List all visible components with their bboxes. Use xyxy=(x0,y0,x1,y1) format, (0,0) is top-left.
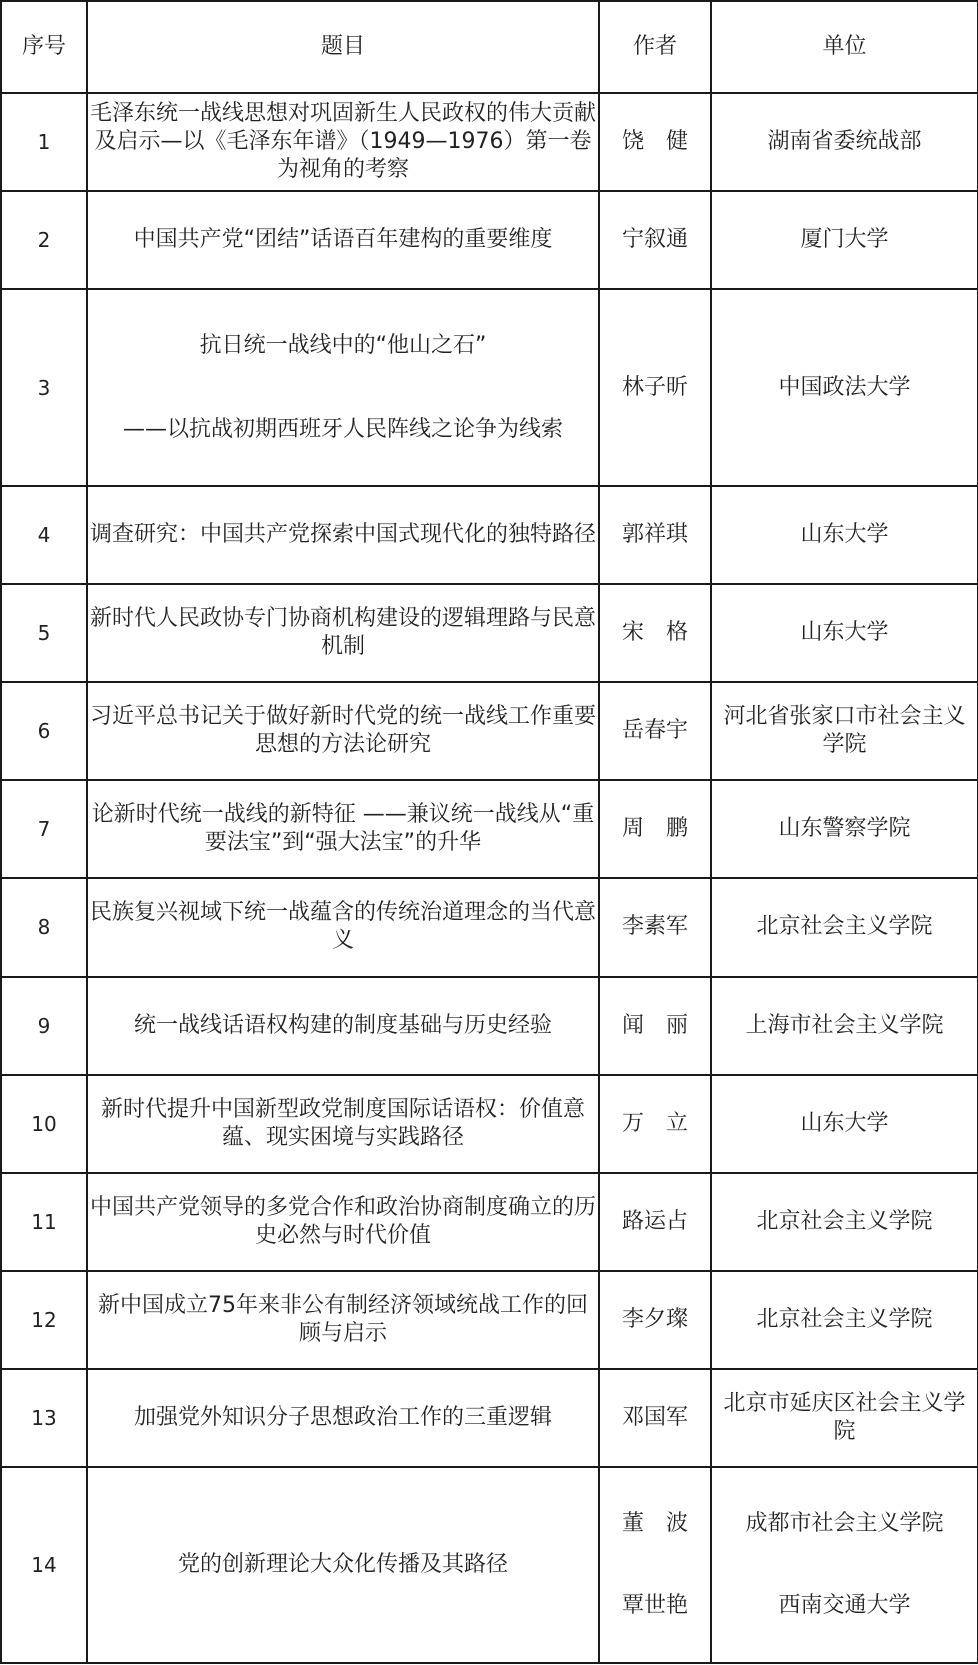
row-title: 中国共产党领导的多党合作和政治协商制度确立的历史必然与时代价值 xyxy=(87,1173,599,1271)
row-number: 13 xyxy=(1,1369,87,1467)
row-number: 11 xyxy=(1,1173,87,1271)
row-author: 路运占 xyxy=(599,1173,711,1271)
row-number: 1 xyxy=(1,93,87,191)
table-row xyxy=(1,584,978,682)
row-author: 万 立 xyxy=(599,1075,711,1173)
row-author: 李素军 xyxy=(599,878,711,976)
table-row xyxy=(1,1467,978,1663)
row-number: 12 xyxy=(1,1271,87,1369)
table-row xyxy=(1,486,978,584)
row-title xyxy=(87,289,599,486)
table-row xyxy=(1,1271,978,1369)
header-unit: 单位 xyxy=(711,1,978,93)
row-title-subtitle: ——以抗战初期西班牙人民阵线之论争为线索 xyxy=(122,416,563,442)
row-title: 习近平总书记关于做好新时代党的统一战线工作重要思想的方法论研究 xyxy=(87,682,599,780)
header-row xyxy=(1,1,978,93)
row-author-second: 覃世艳 xyxy=(621,1592,688,1618)
table-row xyxy=(1,1173,978,1271)
row-author: 周 鹏 xyxy=(599,780,711,878)
row-unit: 河北省张家口市社会主义学院 xyxy=(711,682,978,780)
row-author: 林子昕 xyxy=(599,289,711,486)
table-row xyxy=(1,682,978,780)
row-title: 民族复兴视域下统一战蕴含的传统治道理念的当代意义 xyxy=(87,878,599,976)
row-unit xyxy=(711,1467,978,1663)
table-row xyxy=(1,289,978,486)
row-unit: 山东警察学院 xyxy=(711,780,978,878)
row-number: 9 xyxy=(1,977,87,1075)
row-unit: 北京市延庆区社会主义学院 xyxy=(711,1369,978,1467)
row-author xyxy=(599,1467,711,1663)
row-number: 6 xyxy=(1,682,87,780)
table-row xyxy=(1,780,978,878)
row-author-first: 董 波 xyxy=(621,1510,688,1536)
row-unit: 山东大学 xyxy=(711,1075,978,1173)
row-unit-second: 西南交通大学 xyxy=(778,1592,911,1618)
header-no: 序号 xyxy=(1,1,87,93)
row-unit-first: 成都市社会主义学院 xyxy=(745,1510,944,1536)
row-title: 加强党外知识分子思想政治工作的三重逻辑 xyxy=(87,1369,599,1467)
header-author: 作者 xyxy=(599,1,711,93)
row-unit: 北京社会主义学院 xyxy=(711,1271,978,1369)
row-unit: 湖南省委统战部 xyxy=(711,93,978,191)
row-author: 宁叙通 xyxy=(599,191,711,289)
row-author: 邓国军 xyxy=(599,1369,711,1467)
header-title: 题目 xyxy=(87,1,599,93)
row-title: 新时代提升中国新型政党制度国际话语权：价值意蕴、现实困境与实践路径 xyxy=(87,1075,599,1173)
row-unit: 厦门大学 xyxy=(711,191,978,289)
table-row xyxy=(1,93,978,191)
row-author: 闻 丽 xyxy=(599,977,711,1075)
row-title: 新中国成立75年来非公有制经济领域统战工作的回顾与启示 xyxy=(87,1271,599,1369)
row-title: 中国共产党“团结”话语百年建构的重要维度 xyxy=(87,191,599,289)
row-unit: 北京社会主义学院 xyxy=(711,878,978,976)
row-unit: 山东大学 xyxy=(711,486,978,584)
row-title: 毛泽东统一战线思想对巩固新生人民政权的伟大贡献及启示—以《毛泽东年谱》（1949—1976）第一卷为视角的考察 xyxy=(87,93,599,191)
row-number: 2 xyxy=(1,191,87,289)
table-row xyxy=(1,878,978,976)
row-number: 4 xyxy=(1,486,87,584)
row-unit: 上海市社会主义学院 xyxy=(711,977,978,1075)
row-number: 5 xyxy=(1,584,87,682)
table-row xyxy=(1,977,978,1075)
row-author: 郭祥琪 xyxy=(599,486,711,584)
row-number: 14 xyxy=(1,1467,87,1663)
row-number: 7 xyxy=(1,780,87,878)
row-unit: 山东大学 xyxy=(711,584,978,682)
row-number: 8 xyxy=(1,878,87,976)
row-author: 饶 健 xyxy=(599,93,711,191)
row-author: 宋 格 xyxy=(599,584,711,682)
row-title: 党的创新理论大众化传播及其路径 xyxy=(87,1467,599,1663)
row-title: 调查研究：中国共产党探索中国式现代化的独特路径 xyxy=(87,486,599,584)
table-row xyxy=(1,1075,978,1173)
row-title: 统一战线话语权构建的制度基础与历史经验 xyxy=(87,977,599,1075)
row-unit: 北京社会主义学院 xyxy=(711,1173,978,1271)
row-title: 论新时代统一战线的新特征 ——兼议统一战线从“重要法宝”到“强大法宝”的升华 xyxy=(87,780,599,878)
row-title: 新时代人民政协专门协商机构建设的逻辑理路与民意机制 xyxy=(87,584,599,682)
row-author: 岳春宇 xyxy=(599,682,711,780)
row-number: 10 xyxy=(1,1075,87,1173)
table-row xyxy=(1,191,978,289)
row-unit: 中国政法大学 xyxy=(711,289,978,486)
row-number: 3 xyxy=(1,289,87,486)
row-author: 李夕璨 xyxy=(599,1271,711,1369)
row-title-main: 抗日统一战线中的“他山之石” xyxy=(199,332,487,358)
table-row xyxy=(1,1369,978,1467)
